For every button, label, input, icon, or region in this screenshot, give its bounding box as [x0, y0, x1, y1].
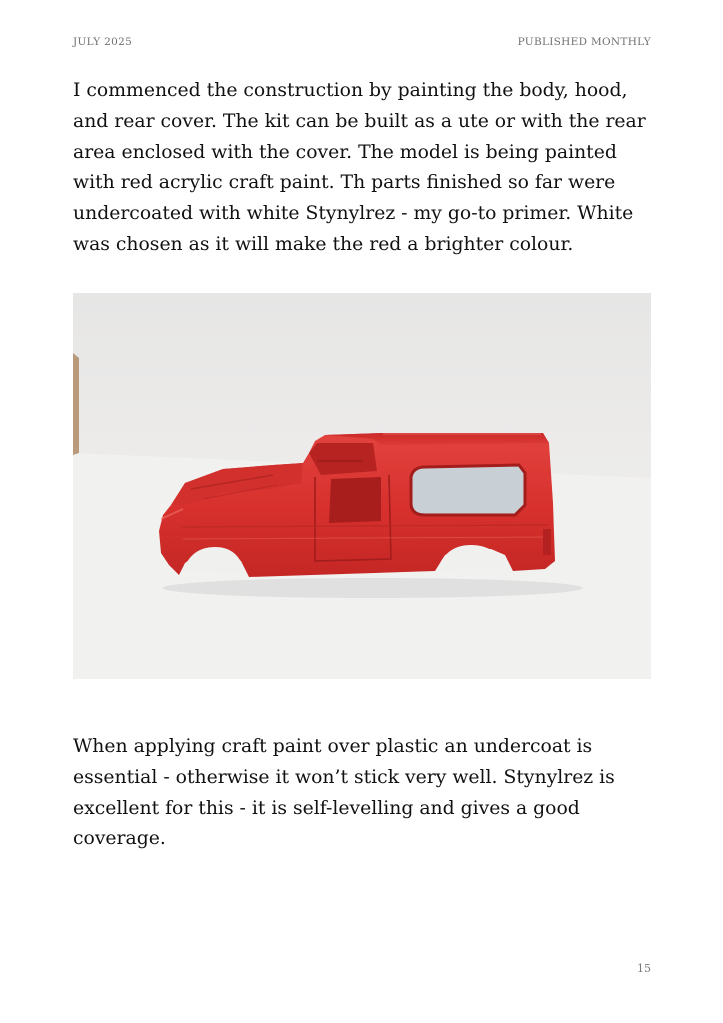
wood-edge — [73, 353, 79, 455]
tail-light — [543, 529, 551, 555]
windshield-opening — [309, 443, 377, 475]
publication-frequency: PUBLISHED MONTHLY — [517, 36, 651, 48]
model-truck-body-photo — [73, 293, 651, 679]
truck-shadow — [163, 578, 583, 598]
issue-date: JULY 2025 — [73, 36, 133, 48]
article-paragraph-2: When applying craft paint over plastic an undercoat is essential - otherwise it won’t stick very well. Stynylrez is excellent for this - it is self-levelling and gives a good coverage. — [73, 736, 615, 850]
page-number: 15 — [637, 962, 651, 975]
page-header — [73, 36, 651, 52]
door-window-opening — [329, 477, 381, 523]
article-paragraph-1: I commenced the construction by painting the body, hood, and rear cover. The kit can be built as a ute or with the rear area enclosed with the cover. The model is being painted with red acrylic craft paint. Th parts finished so far were undercoated with white Stynylrez - my go-to primer. White was chosen as it will make the red a brighter colour. — [73, 80, 646, 255]
rear-window-opening — [411, 465, 525, 515]
